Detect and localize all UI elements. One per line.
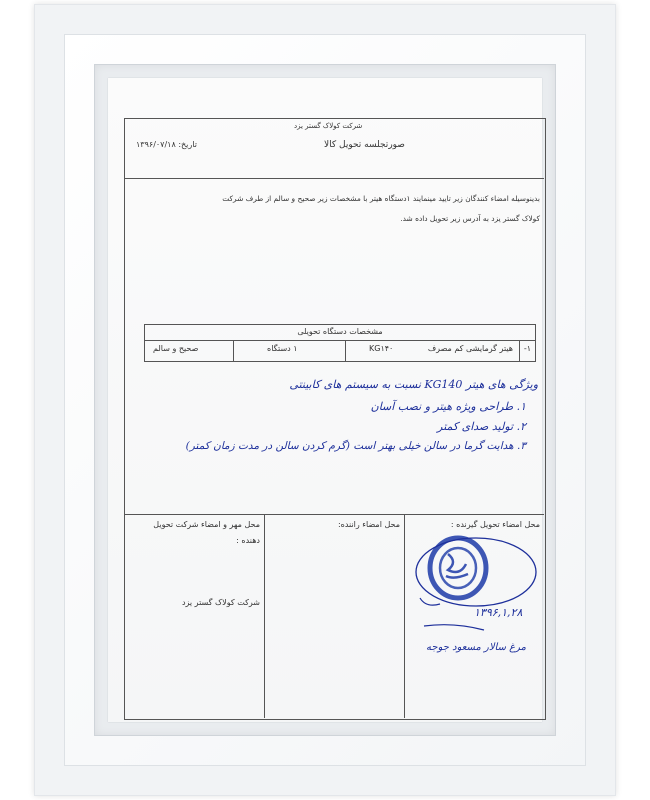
signature-col-divider <box>264 514 265 718</box>
document-title: صورتجلسه تحویل کالا <box>324 140 405 150</box>
intro-line-2: کولاک گستر یزد به آدرس زیر تحویل داده شد. <box>400 214 540 223</box>
spec-table-divider <box>145 340 535 341</box>
date-label: تاریخ: <box>178 140 197 149</box>
intro-line-1: بدینوسیله امضاء کنندگان زیر تایید مینمایند ۱دستگاه هیتر با مشخصات زیر صحیح و سالم از طرف شرکت <box>222 194 540 203</box>
spec-table-title: مشخصات دستگاه تحویلی <box>297 327 383 336</box>
spec-row-index: ۱- <box>523 344 531 353</box>
driver-signature-label: محل امضاء راننده: <box>337 520 400 529</box>
frame-mat <box>64 34 586 766</box>
company-name: شرکت کولاک گستر یزد <box>181 598 260 607</box>
date-field <box>136 140 197 149</box>
spec-row-name: هیتر گرمایشی کم مصرف <box>427 344 513 353</box>
spec-table <box>144 324 536 362</box>
company-header: شرکت کولاک گستر یزد <box>294 122 363 130</box>
signature-col-divider <box>404 514 405 718</box>
signature-divider <box>124 514 544 515</box>
handwritten-signer: مرغ سالار مسعود جوجه <box>426 642 526 653</box>
frame-glass <box>94 64 556 736</box>
receiver-signature-label: محل امضاء تحویل گیرنده : <box>450 520 540 529</box>
picture-frame <box>34 4 616 796</box>
header-divider <box>124 178 544 179</box>
spec-row-quantity: ۱ دستگاه <box>267 344 298 353</box>
spec-col-divider <box>233 340 234 361</box>
delivery-form <box>124 118 546 720</box>
company-signature-label-2: دهنده : <box>236 536 260 545</box>
handwritten-item-1: ۱. طراحی ویژه هیتر و نصب آسان <box>370 400 526 413</box>
handwritten-item-3: ۳. هدایت گرما در سالن خیلی بهتر است (گرم کردن سالن در مدت زمان کمتر) <box>185 440 526 452</box>
date-value: ۱۳۹۶/۰۷/۱۸ <box>136 140 176 149</box>
company-signature-label: محل مهر و امضاء شرکت تحویل <box>153 520 260 529</box>
spec-row-model: KG۱۴۰ <box>369 344 394 353</box>
spec-col-divider <box>345 340 346 361</box>
handwritten-item-2: ۲. تولید صدای کمتر <box>437 420 526 433</box>
handwritten-date: ۱۳۹۶,۱,۲۸ <box>474 606 523 619</box>
spec-col-divider <box>519 340 520 361</box>
document-paper <box>108 78 542 722</box>
handwritten-heading: ویژگی های هیتر KG140 نسبت به سیستم های کابینتی <box>289 378 538 391</box>
spec-row-condition: صحیح و سالم <box>153 344 199 353</box>
